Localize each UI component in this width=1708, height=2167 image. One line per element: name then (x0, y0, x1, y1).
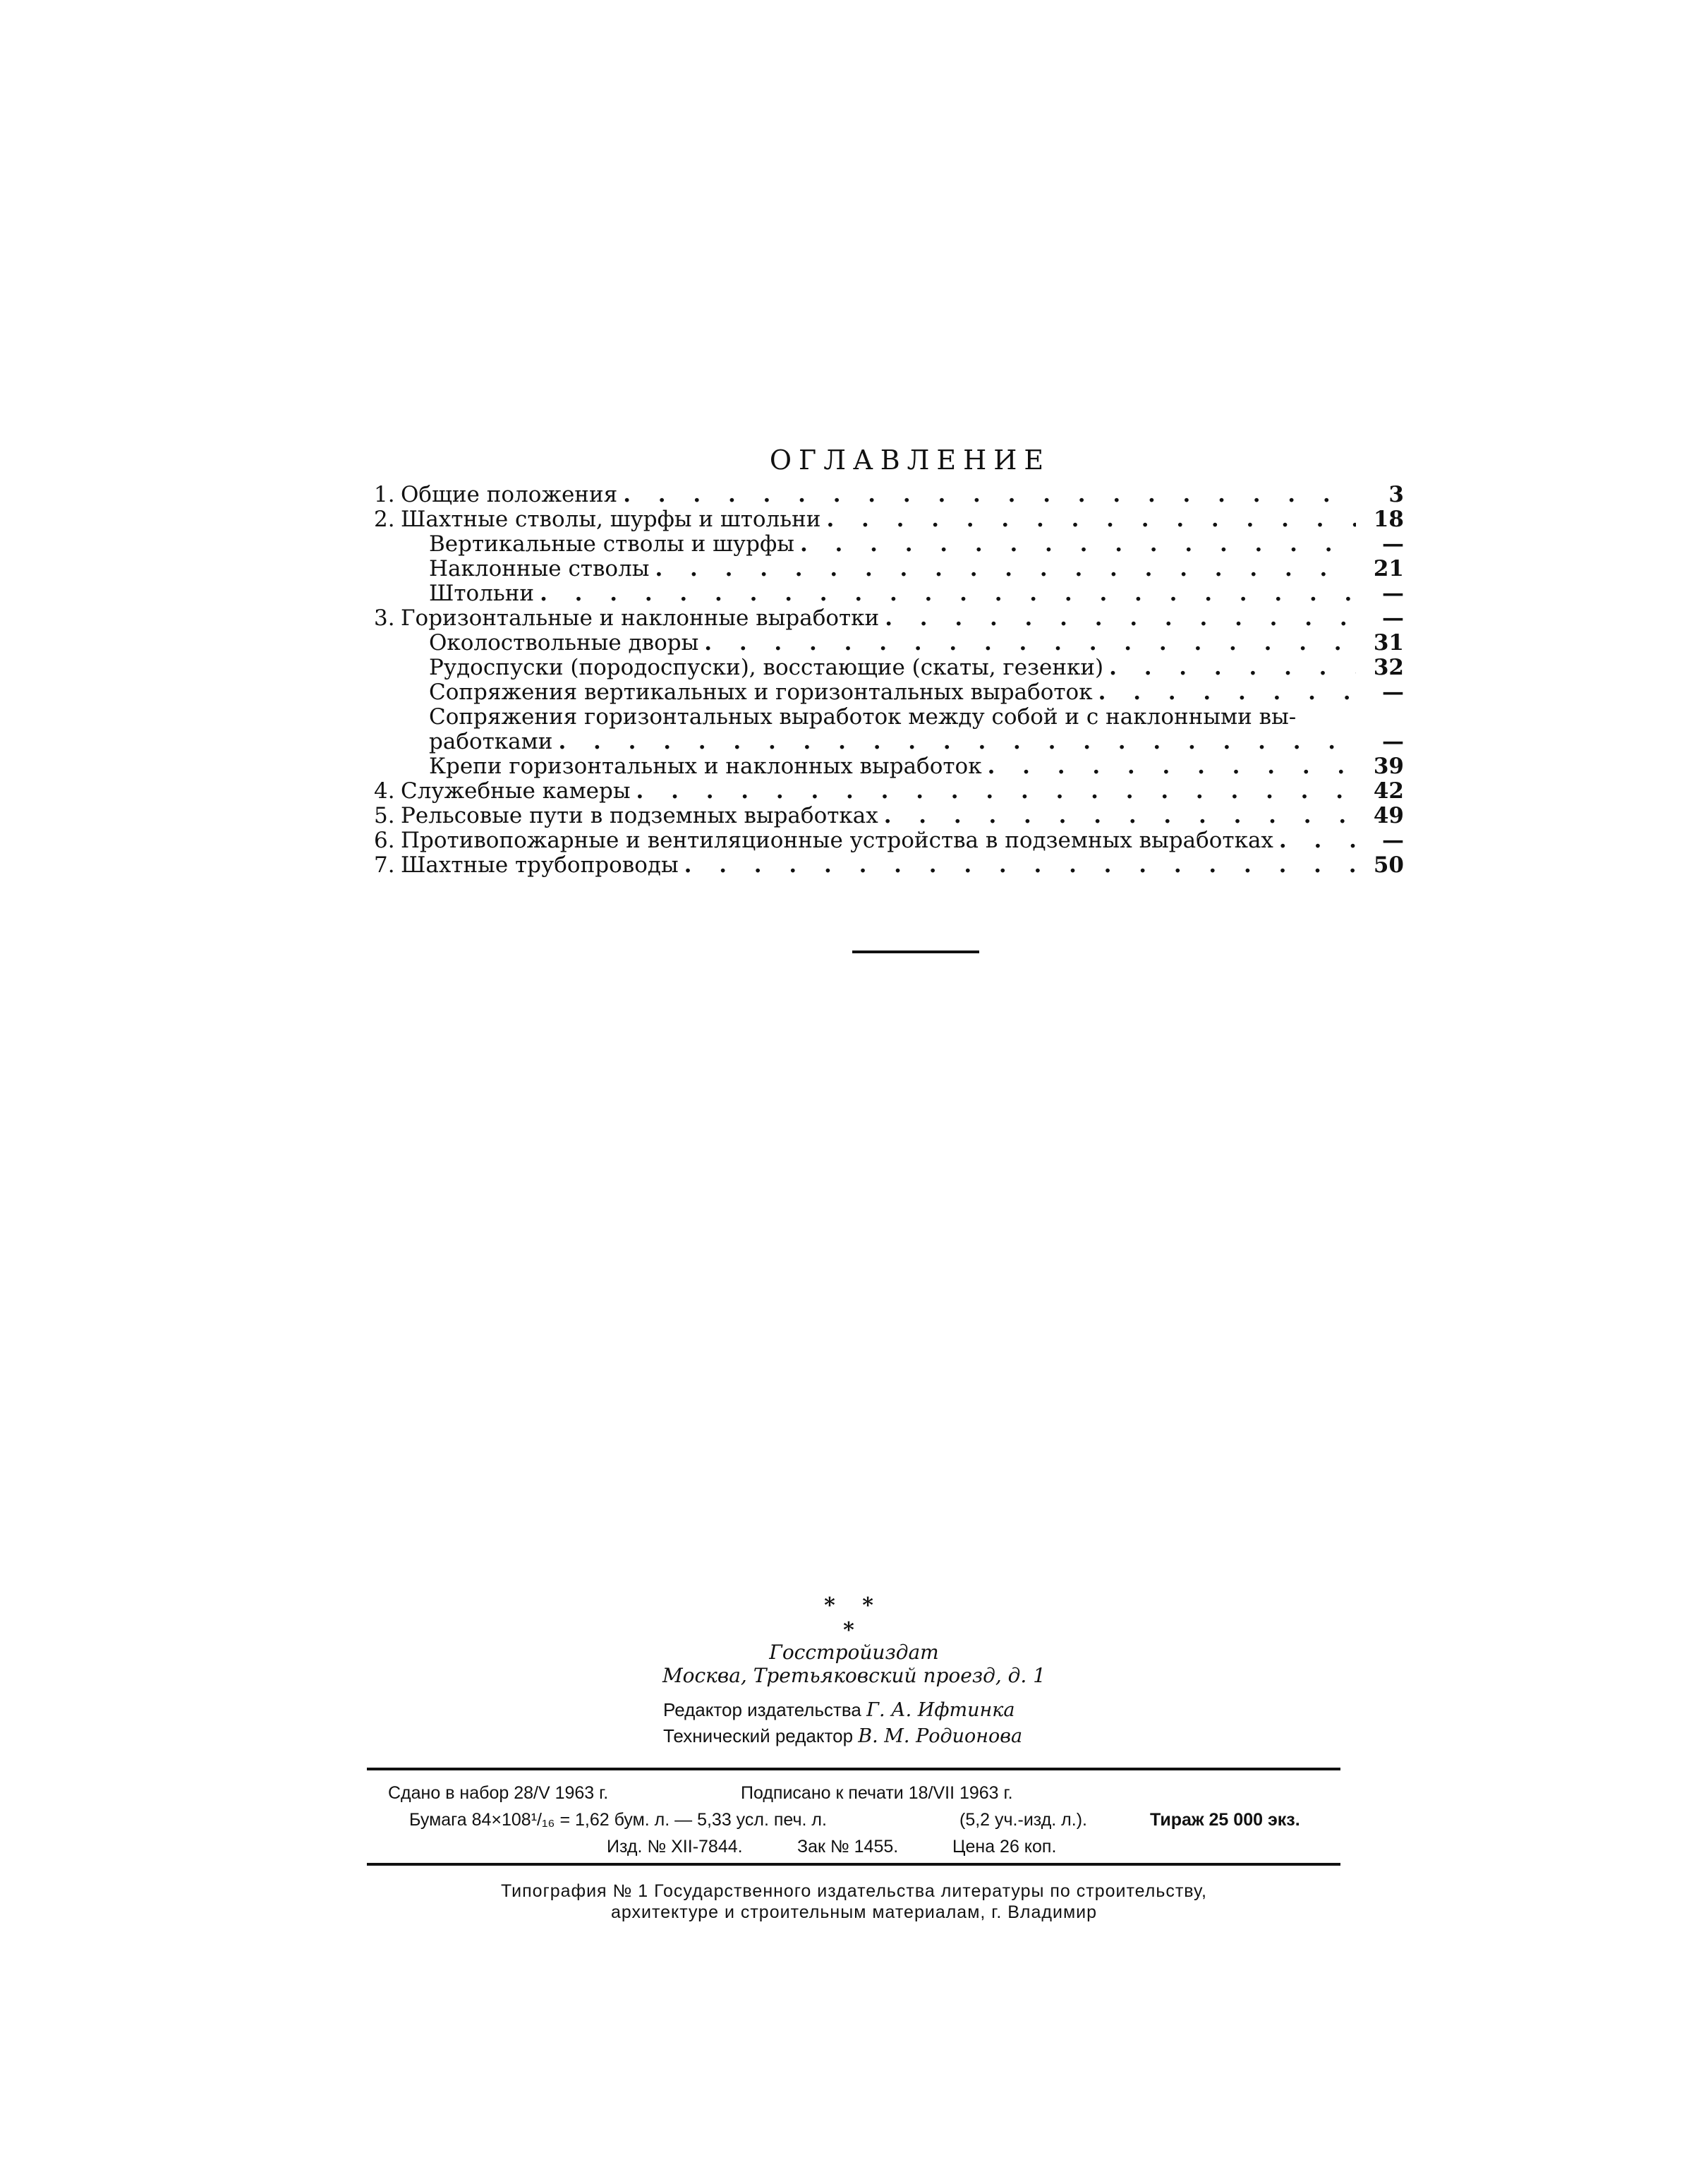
toc-list (374, 483, 1404, 878)
paper-format: Бумага 84×108¹/₁₆ = 1,62 бум. л. — 5,33 усл. печ. л. (409, 1810, 827, 1830)
toc-entry-label: Шахтные стволы, шурфы и штольни (401, 507, 821, 532)
toc-entry-page: 31 (1373, 630, 1404, 656)
toc-entry-page: 3 (1388, 482, 1404, 507)
toc-entry-number: 7. (374, 852, 395, 878)
order-number: Зак № 1455. (797, 1837, 899, 1857)
price: Цена 26 коп. (952, 1837, 1057, 1857)
publication-number: Изд. № XII-7844. (607, 1837, 743, 1857)
print-info-row-1 (381, 1780, 1340, 1806)
print-info-row-3 (381, 1833, 1340, 1860)
toc-entry-label: Рудоспуски (породоспуски), восстающие (скаты, гезенки) (429, 655, 1104, 680)
printer-info (0, 1881, 1708, 1923)
toc-dot-leader (800, 532, 1356, 557)
toc-entry-label: Околоствольные дворы (429, 630, 699, 656)
toc-entry-page: — (1382, 581, 1404, 606)
toc-entry-label: Наклонные стволы (429, 556, 650, 581)
editor-label: Редактор издательства (663, 1699, 861, 1720)
toc-entry-label: Общие положения (401, 482, 618, 507)
toc-entry (374, 730, 1404, 754)
toc-dot-leader (1098, 680, 1356, 705)
toc-entry (374, 779, 1404, 804)
toc-entry (374, 853, 1404, 878)
toc-dot-leader (655, 557, 1356, 581)
divider-line (852, 950, 979, 953)
toc-entry (374, 754, 1404, 779)
printer-line-2: архитектуре и строительным материалам, г. Владимир (610, 1902, 1098, 1922)
toc-entry-page: 21 (1373, 556, 1404, 581)
toc-dot-leader (704, 631, 1356, 656)
circulation: Тираж 25 000 экз. (1150, 1810, 1300, 1830)
toc-entry (374, 483, 1404, 507)
toc-entry-page: 18 (1373, 507, 1404, 532)
toc-dot-leader (884, 804, 1356, 828)
top-rule (367, 1768, 1340, 1770)
toc-dot-leader (988, 754, 1356, 779)
toc-entry (374, 656, 1404, 680)
toc-dot-leader (558, 730, 1356, 754)
publisher-address: Москва, Третьяковский проезд, д. 1 (662, 1664, 1046, 1687)
toc-entry-page: 32 (1373, 655, 1404, 680)
toc-entry (374, 532, 1404, 557)
toc-dot-leader (1279, 828, 1356, 853)
toc-entry-number: 1. (374, 482, 395, 507)
toc-entry-label: Сопряжения горизонтальных выработок между собой и с наклонными вы- (429, 704, 1297, 730)
toc-entry (374, 557, 1404, 581)
toc-entry (374, 631, 1404, 656)
toc-entry-label: работками (429, 729, 553, 754)
toc-entry-page: 49 (1373, 803, 1404, 828)
toc-entry-page: — (1382, 605, 1404, 631)
printer-line-1: Типография № 1 Государственного издательства литературы по строительству, (501, 1881, 1207, 1901)
toc-dot-leader (1109, 656, 1356, 680)
publisher-name: Госстройиздат (769, 1641, 939, 1664)
toc-entry-number: 5. (374, 803, 395, 828)
toc-entry-label: Вертикальные стволы и шурфы (429, 531, 794, 557)
toc-entry-label: Горизонтальные и наклонные выработки (401, 605, 880, 631)
toc-entry-page: — (1382, 729, 1404, 754)
toc-entry (374, 828, 1404, 853)
toc-dot-leader (623, 483, 1356, 507)
toc-entry (374, 606, 1404, 631)
toc-dot-leader (684, 853, 1356, 878)
toc-entry-page: 50 (1373, 852, 1404, 878)
table-of-contents (374, 445, 1404, 878)
toc-dot-leader (885, 606, 1356, 631)
toc-entry (374, 581, 1404, 606)
toc-entry (374, 804, 1404, 828)
toc-entry-page: — (1382, 531, 1404, 557)
toc-entry-page: — (1382, 828, 1404, 853)
toc-entry-label: Штольни (429, 581, 535, 606)
toc-title: ОГЛАВЛЕНИЕ (769, 445, 1051, 476)
toc-entry-page: 39 (1373, 754, 1404, 779)
toc-entry-label: Рельсовые пути в подземных выработках (401, 803, 878, 828)
editor-line (663, 1697, 1022, 1723)
toc-entry (374, 705, 1404, 730)
toc-entry-label: Противопожарные и вентиляционные устройства в подземных выработках (401, 828, 1273, 853)
editors-block (663, 1697, 1022, 1749)
toc-entry-number: 6. (374, 828, 395, 853)
toc-entry (374, 507, 1404, 532)
tech-editor-name: В. М. Родионова (858, 1725, 1023, 1747)
toc-dot-leader (540, 581, 1356, 606)
toc-entry-number: 2. (374, 507, 395, 532)
signed-to-print: Подписано к печати 18/VII 1963 г. (741, 1783, 1013, 1803)
print-info-row-2 (381, 1806, 1340, 1833)
toc-entry-label: Шахтные трубопроводы (401, 852, 679, 878)
toc-entry-label: Сопряжения вертикальных и горизонтальных выработок (429, 680, 1093, 705)
sent-to-typeset: Сдано в набор 28/V 1963 г. (388, 1783, 609, 1803)
publishing-sheets: (5,2 уч.-изд. л.). (959, 1810, 1087, 1830)
toc-entry-number: 4. (374, 778, 395, 804)
section-stars: * * * (824, 1593, 883, 1643)
toc-entry-label: Служебные камеры (401, 778, 631, 804)
toc-entry-page: 42 (1373, 778, 1404, 804)
toc-entry (374, 680, 1404, 705)
bottom-rule (367, 1863, 1340, 1866)
toc-dot-leader (826, 507, 1356, 532)
editor-name: Г. А. Ифтинка (866, 1699, 1015, 1721)
tech-editor-label: Технический редактор (663, 1725, 854, 1746)
toc-dot-leader (636, 779, 1356, 804)
toc-entry-number: 3. (374, 605, 395, 631)
tech-editor-line (663, 1723, 1022, 1749)
print-info-block (381, 1780, 1340, 1860)
toc-entry-page: — (1382, 680, 1404, 705)
toc-entry-label: Крепи горизонтальных и наклонных выработок (429, 754, 982, 779)
